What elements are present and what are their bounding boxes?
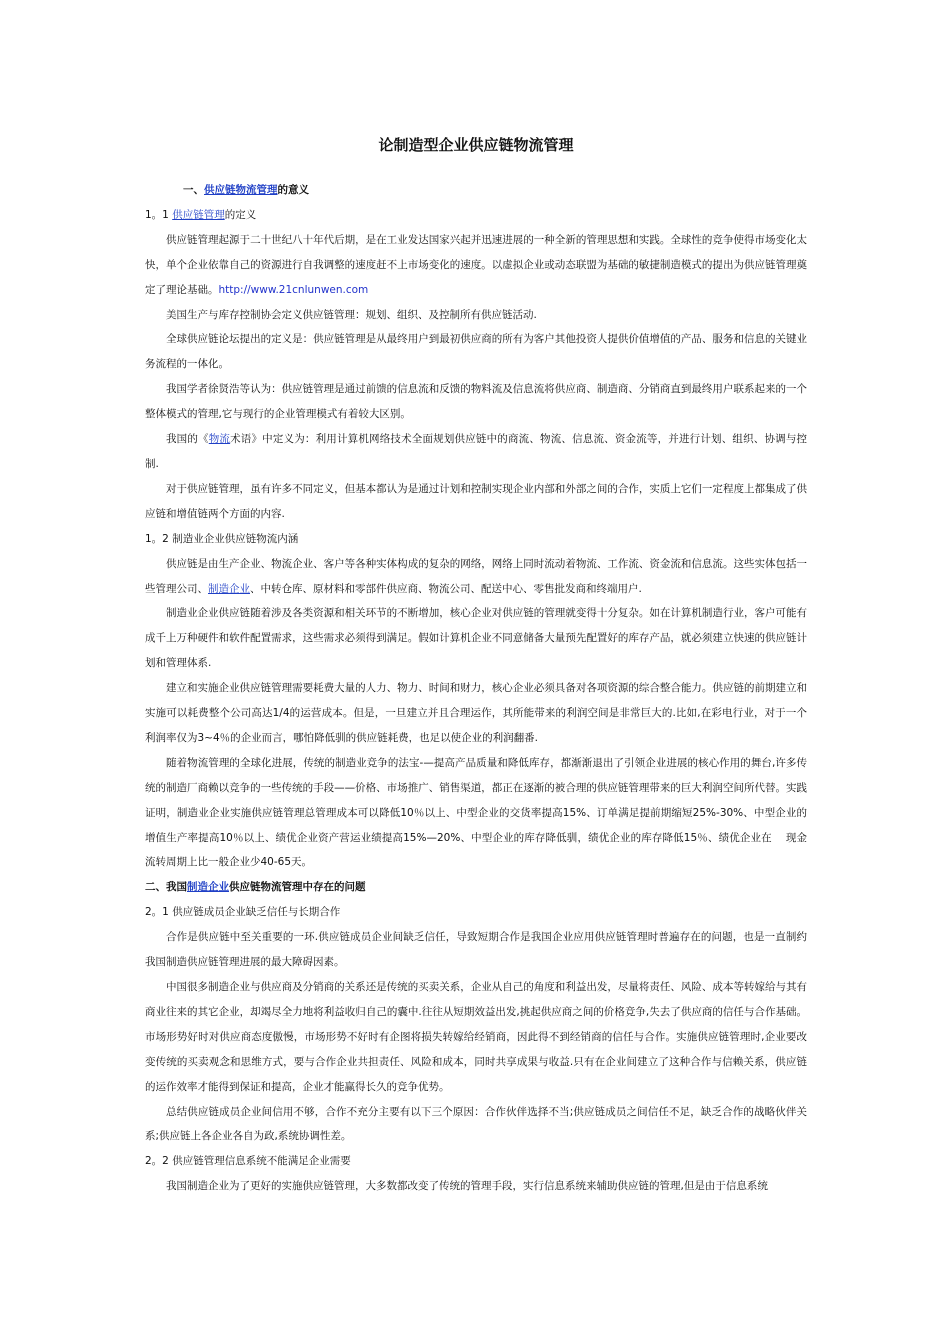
link-manufacturing-enterprise[interactable]: 制造企业 bbox=[208, 582, 250, 595]
section-1-2-heading: 1。2 制造业企业供应链物流内涵 bbox=[145, 532, 299, 545]
paragraph-12: 中国很多制造企业与供应商及分销商的关系还是传统的买卖关系，企业从自己的角度和利益出发，尽量将责任、风险、成本等转嫁给与其有商业往来的其它企业，却竭尽全力地将利益收归自己的囊中.往往从短期效益出发,挑起供应商之间的价格竞争,失去了供应商的信任与合作基础。市场形势好时对供应商态度傲慢，市场形势不好时有企图将损失转嫁给经销商，因此得不到经销商的信任与合作。实施供应链管理时,企业要改变传统的买卖观念和思维方式，要与合作企业共担责任、风险和成本，同时共享成果与收益.只有在企业间建立了这种合作与信赖关系，供应链的运作效率才能得到保证和提高，企业才能赢得长久的竞争优势。 bbox=[145, 981, 807, 1093]
section-1-1-heading bbox=[145, 203, 807, 228]
link-logistics[interactable]: 物流 bbox=[208, 433, 231, 446]
paragraph-7-before: 供应链是由生产企业、物流企业、客户等各种实体构成的复杂的网络，网络上同时流动着物流、工作流、资金流和信息流。这些实体包括一些管理公司、 bbox=[145, 557, 807, 595]
section-1-heading bbox=[145, 178, 807, 203]
link-supply-chain-logistics[interactable]: 供应链物流管理 bbox=[204, 184, 278, 196]
section-1-1-prefix: 1。1 bbox=[145, 208, 173, 221]
paragraph-9: 建立和实施企业供应链管理需要耗费大量的人力、物力、时间和财力，核心企业必须具备对各项资源的综合整合能力。供应链的前期建立和实施可以耗费整个公司高达1/4的运营成本。但是，一旦建立并且合理运作，其所能带来的利润空间是非常巨大的.比如,在彩电行业，对于一个利润率仅为3~4％的企业而言，哪怕降低驯的供应链耗费，也足以使企业的利润翻番. bbox=[145, 682, 807, 744]
section-2-suffix: 供应链物流管理中存在的问题 bbox=[229, 881, 366, 894]
website-url[interactable]: http://www.21cnlunwen.com bbox=[218, 283, 369, 296]
paragraph-4: 我国学者徐贤浩等认为：供应链管理是通过前馈的信息流和反馈的物料流及信息流将供应商、制造商、分销商直到最终用户联系起来的一个整体模式的管理,它与现行的企业管理模式有着较大区别。 bbox=[145, 383, 807, 421]
paragraph-6: 对于供应链管理，虽有许多不同定义，但基本都认为是通过计划和控制实现企业内部和外部之间的合作，实质上它们一定程度上都集成了供应链和增值链两个方面的内容. bbox=[145, 482, 807, 520]
section-2-heading bbox=[145, 875, 807, 900]
paragraph-13: 总结供应链成员企业间信用不够，合作不充分主要有以下三个原因：合作伙伴选择不当;供应链成员之间信任不足，缺乏合作的战略伙伴关系;供应链上各企业各自为政,系统协调性差。 bbox=[145, 1105, 807, 1143]
paragraph-5-after: 术语》中定义为：利用计算机网络技术全面规划供应链中的商流、物流、信息流、资金流等，并进行计划、组织、协调与控制. bbox=[145, 433, 808, 470]
paragraph-5 bbox=[145, 427, 807, 477]
paragraph-7 bbox=[145, 552, 807, 602]
section-1-1-suffix: 的定义 bbox=[224, 208, 257, 221]
paragraph-11: 合作是供应链中至关重要的一环.供应链成员企业间缺乏信任，导致短期合作是我国企业应用供应链管理时普遍存在的问题，也是一直制约我国制造供应链管理进展的最大障碍因素。 bbox=[145, 931, 807, 969]
link-supply-chain-management[interactable]: 供应链管理 bbox=[172, 208, 225, 221]
section-1-suffix: 的意义 bbox=[277, 184, 309, 196]
paragraph-2: 美国生产与库存控制协会定义供应链管理：规划、组织、及控制所有供应链活动. bbox=[166, 308, 537, 321]
link-manufacturing-enterprise-2[interactable]: 制造企业 bbox=[187, 881, 229, 894]
paragraph-1 bbox=[145, 228, 807, 303]
section-2-1-heading: 2。1 供应链成员企业缺乏信任与长期合作 bbox=[145, 906, 341, 919]
document-body bbox=[145, 126, 807, 1199]
paragraph-3: 全球供应链论坛提出的定义是：供应链管理是从最终用户到最初供应商的所有为客户其他投资人提供价值增值的产品、服务和信息的关键业务流程的一体化。 bbox=[145, 333, 807, 371]
paragraph-8: 制造业企业供应链随着涉及各类资源和相关环节的不断增加，核心企业对供应链的管理就变得十分复杂。如在计算机制造行业，客户可能有成千上万种硬件和软件配置需求，这些需求必须得到满足。假如计算机企业不同意储备大量预先配置好的库存产品，就必须建立快速的供应链计划和管理体系. bbox=[145, 607, 807, 670]
section-2-prefix: 二、我国 bbox=[145, 881, 187, 894]
paragraph-7-after: 、中转仓库、原材料和零部件供应商、物流公司、配送中心、零售批发商和终端用户. bbox=[250, 582, 642, 595]
paragraph-14: 我国制造企业为了更好的实施供应链管理，大多数都改变了传统的管理手段，实行信息系统来辅助供应链的管理,但是由于信息系统 bbox=[166, 1180, 768, 1193]
document-title: 论制造型企业供应链物流管理 bbox=[378, 136, 574, 154]
paragraph-5-before: 我国的《 bbox=[166, 433, 209, 446]
section-2-2-heading: 2。2 供应链管理信息系统不能满足企业需要 bbox=[145, 1155, 351, 1168]
paragraph-10: 随着物流管理的全球化进展，传统的制造业竞争的法宝-—提高产品质量和降低库存，都渐渐退出了引领企业进展的核心作用的舞台,许多传统的制造厂商赖以竞争的一些传统的手段——价格、市场推广、销售渠道，都正在逐渐的被合理的供应链管理带来的巨大利润空间所代替。实践证明，制造业企业实施供应链管理总管理成本可以降低10％以上、中型企业的交货率提高15%、订单满足提前期缩短25%-30%、中型企业的增值生产率提高10％以上、绩优企业资产营运业绩提高15%—20%、中型企业的库存降低驯，绩优企业的库存降低15％、绩优企业在 现金流转周期上比一般企业少40-65天。 bbox=[145, 756, 807, 869]
section-1-prefix: 一、 bbox=[183, 184, 204, 196]
paragraph-1-text: 供应链管理起源于二十世纪八十年代后期，是在工业发达国家兴起并迅速进展的一种全新的管理思想和实践。全球性的竞争使得市场变化太快，单个企业依靠自己的资源进行自我调整的速度赶不上市场变化的速度。以虚拟企业或动态联盟为基础的敏捷制造模式的提出为供应链管理奠定了理论基础。 bbox=[145, 233, 807, 296]
